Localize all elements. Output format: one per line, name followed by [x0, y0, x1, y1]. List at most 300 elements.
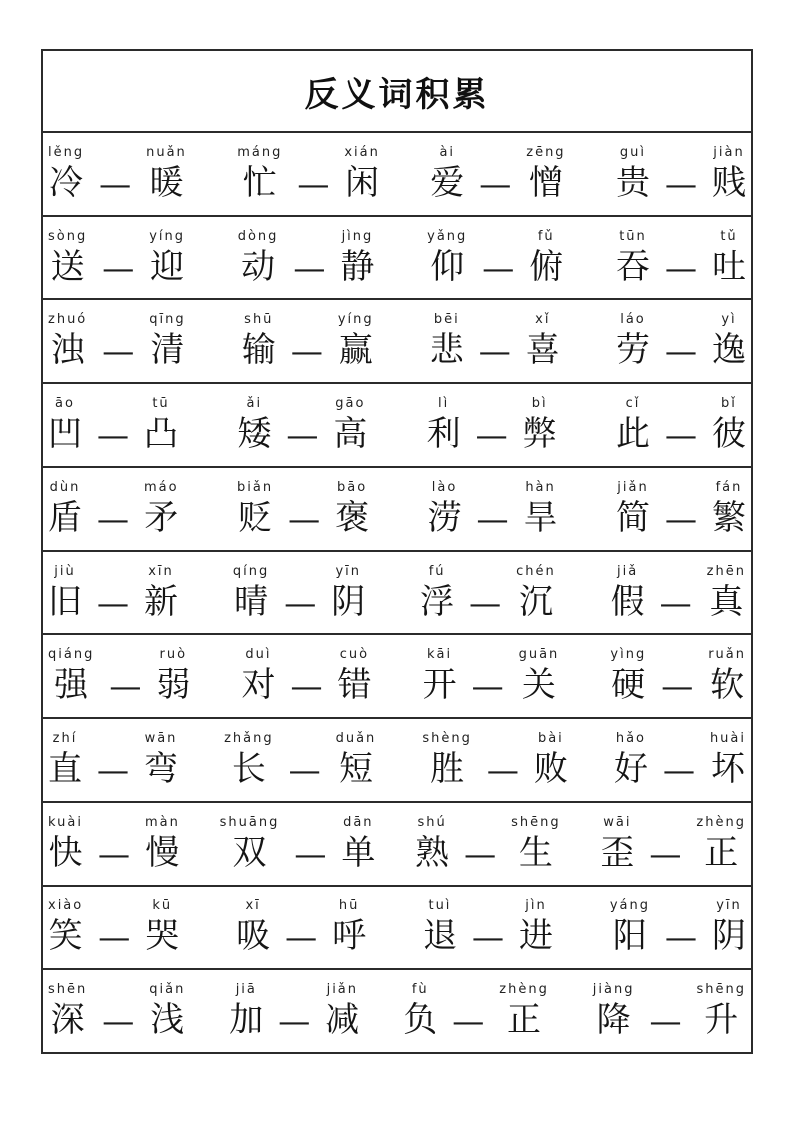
- hanzi-character: 褒: [335, 497, 370, 538]
- hanzi-character: 涝: [427, 497, 462, 538]
- hanzi-character: 浊: [50, 330, 85, 371]
- hanzi-character: 胜: [430, 749, 465, 789]
- pinyin-label: xī: [245, 898, 261, 914]
- antonym-row: [43, 970, 751, 1052]
- hanzi-character: 好: [613, 749, 648, 789]
- antonym-pair: [430, 144, 565, 204]
- character-block: [48, 144, 84, 204]
- character-block: [519, 897, 553, 957]
- character-block: [422, 730, 472, 790]
- character-block: [616, 144, 650, 204]
- character-block: [614, 730, 648, 790]
- pinyin-label: lì: [438, 396, 450, 412]
- hanzi-character: 简: [615, 497, 650, 538]
- antonym-row: [43, 217, 751, 301]
- antonym-pair: [48, 479, 179, 539]
- antonym-pair: [616, 395, 746, 455]
- pinyin-label: dòng: [237, 228, 279, 244]
- antonym-pair: [48, 730, 178, 790]
- character-block: [237, 144, 282, 204]
- pinyin-label: zhuó: [48, 312, 88, 328]
- character-block: [696, 814, 746, 874]
- character-block: [524, 479, 558, 539]
- pinyin-label: wān: [144, 731, 178, 746]
- antonym-pair: [48, 981, 185, 1041]
- character-block: [48, 981, 87, 1041]
- antonym-pair: [616, 479, 746, 539]
- antonym-pair: [233, 563, 365, 623]
- hanzi-character: 阴: [331, 581, 366, 622]
- character-block: [427, 228, 467, 288]
- pinyin-label: chén: [516, 563, 556, 579]
- dash-separator: —: [97, 751, 129, 789]
- hanzi-character: 盾: [48, 497, 82, 538]
- character-block: [48, 563, 82, 623]
- character-block: [241, 646, 275, 706]
- character-block: [229, 981, 263, 1041]
- antonym-pair: [614, 730, 746, 790]
- pinyin-label: āo: [55, 396, 75, 412]
- hanzi-character: 繁: [711, 497, 746, 538]
- character-block: [332, 897, 366, 957]
- hanzi-character: 仰: [430, 246, 465, 287]
- antonym-row: [43, 133, 751, 217]
- hanzi-character: 旧: [48, 581, 82, 622]
- hanzi-character: 静: [340, 246, 375, 287]
- character-block: [337, 646, 371, 706]
- character-block: [156, 646, 190, 706]
- character-block: [529, 228, 563, 288]
- pinyin-label: zhēn: [706, 563, 746, 579]
- character-block: [237, 395, 271, 455]
- hanzi-character: 哭: [145, 916, 180, 957]
- antonym-pair: [415, 814, 561, 874]
- hanzi-character: 矮: [237, 414, 272, 455]
- pinyin-label: màn: [144, 814, 180, 830]
- character-block: [610, 646, 646, 706]
- hanzi-character: 浅: [150, 1000, 185, 1041]
- antonym-pair: [48, 228, 185, 288]
- hanzi-character: 吐: [711, 246, 746, 287]
- hanzi-character: 赢: [338, 330, 373, 371]
- character-block: [336, 730, 377, 790]
- page-title: 反义词积累: [43, 51, 751, 133]
- character-block: [511, 814, 561, 874]
- hanzi-character: 迎: [150, 246, 185, 287]
- dash-separator: —: [285, 918, 318, 957]
- pinyin-label: jiǎn: [326, 982, 359, 998]
- character-block: [430, 144, 464, 204]
- pinyin-label: bì: [531, 396, 548, 412]
- pinyin-label: cǐ: [625, 396, 641, 412]
- pinyin-label: cuò: [339, 647, 370, 663]
- dash-separator: —: [482, 248, 515, 287]
- pinyin-label: sòng: [48, 228, 88, 244]
- hanzi-character: 暖: [149, 162, 184, 203]
- antonym-pair: [420, 563, 556, 623]
- character-block: [325, 981, 359, 1041]
- dash-separator: —: [649, 834, 682, 873]
- hanzi-character: 呼: [332, 916, 367, 957]
- dash-separator: —: [486, 751, 519, 789]
- pinyin-label: shū: [244, 312, 274, 328]
- antonym-pair: [616, 228, 746, 288]
- character-block: [220, 814, 280, 874]
- antonym-pair: [238, 228, 375, 288]
- character-block: [710, 730, 746, 790]
- dash-separator: —: [664, 248, 697, 287]
- hanzi-character: 降: [596, 1000, 631, 1041]
- pinyin-label: tūn: [619, 228, 647, 244]
- antonym-pair: [611, 563, 746, 623]
- hanzi-character: 单: [341, 832, 376, 873]
- dash-separator: —: [297, 164, 330, 203]
- pinyin-label: hàn: [525, 479, 556, 495]
- dash-separator: —: [664, 416, 697, 455]
- antonym-pair: [48, 814, 180, 874]
- hanzi-character: 弊: [522, 414, 557, 455]
- hanzi-character: 减: [325, 1000, 360, 1041]
- pinyin-label: tū: [152, 396, 170, 412]
- character-block: [708, 646, 746, 706]
- antonym-row: [43, 300, 751, 384]
- antonym-pair: [423, 646, 560, 706]
- hanzi-character: 假: [610, 581, 645, 622]
- hanzi-character: 利: [426, 414, 461, 455]
- hanzi-character: 升: [704, 1000, 739, 1041]
- character-block: [427, 395, 461, 455]
- dash-separator: —: [286, 416, 319, 455]
- hanzi-character: 弯: [144, 749, 178, 789]
- hanzi-character: 喜: [525, 330, 560, 371]
- antonym-pair: [236, 897, 366, 957]
- pinyin-label: fú: [428, 563, 446, 579]
- antonym-row: [43, 887, 751, 971]
- pinyin-label: kuài: [48, 814, 83, 830]
- antonym-pair: [237, 395, 367, 455]
- pinyin-label: ruǎn: [708, 647, 746, 663]
- pinyin-label: fán: [715, 479, 743, 495]
- hanzi-character: 快: [48, 832, 83, 873]
- pinyin-label: bēi: [433, 312, 460, 328]
- pinyin-label: huài: [709, 731, 746, 746]
- antonym-pair: [593, 981, 746, 1041]
- character-block: [145, 897, 179, 957]
- antonym-pair: [220, 814, 376, 874]
- pinyin-label: yíng: [149, 228, 186, 244]
- pinyin-label: láo: [620, 312, 646, 328]
- dash-separator: —: [293, 248, 326, 287]
- character-block: [48, 311, 87, 371]
- hanzi-character: 闲: [345, 162, 380, 203]
- character-block: [616, 395, 650, 455]
- hanzi-character: 清: [150, 330, 185, 371]
- character-block: [48, 646, 94, 706]
- character-block: [224, 730, 274, 790]
- pinyin-label: bài: [537, 731, 564, 746]
- hanzi-character: 直: [48, 749, 82, 789]
- hanzi-character: 熟: [415, 832, 450, 873]
- pinyin-label: shēng: [511, 814, 561, 830]
- pinyin-label: zēng: [526, 144, 566, 160]
- hanzi-character: 彼: [711, 414, 746, 455]
- pinyin-label: zhí: [52, 731, 78, 746]
- hanzi-character: 送: [50, 246, 85, 287]
- character-block: [48, 479, 82, 539]
- antonym-pair: [48, 395, 178, 455]
- character-block: [149, 311, 185, 371]
- antonym-pair: [428, 479, 558, 539]
- character-block: [48, 730, 82, 790]
- pinyin-label: dùn: [49, 479, 81, 495]
- hanzi-character: 憎: [528, 162, 563, 203]
- character-block: [616, 479, 650, 539]
- antonym-pair: [427, 395, 557, 455]
- pinyin-label: jiù: [54, 563, 76, 579]
- dash-separator: —: [476, 499, 509, 538]
- hanzi-character: 忙: [242, 162, 277, 203]
- hanzi-character: 悲: [429, 330, 464, 371]
- pinyin-label: shēn: [48, 982, 88, 998]
- hanzi-character: 坏: [710, 749, 745, 789]
- hanzi-character: 新: [144, 581, 178, 622]
- hanzi-character: 爱: [430, 162, 465, 203]
- dash-separator: —: [109, 667, 142, 706]
- dash-separator: —: [97, 834, 130, 873]
- hanzi-character: 劳: [615, 330, 650, 371]
- hanzi-character: 吸: [236, 916, 271, 957]
- character-block: [144, 563, 178, 623]
- pinyin-label: jiǎn: [617, 479, 649, 495]
- character-block: [712, 479, 746, 539]
- hanzi-character: 硬: [611, 665, 646, 706]
- dash-separator: —: [471, 918, 504, 957]
- character-block: [712, 395, 746, 455]
- character-block: [712, 311, 746, 371]
- character-block: [233, 563, 269, 623]
- antonym-pair: [48, 563, 178, 623]
- pinyin-label: duì: [245, 647, 272, 663]
- pinyin-label: yáng: [609, 898, 650, 914]
- character-block: [335, 479, 369, 539]
- hanzi-character: 逸: [711, 330, 746, 371]
- character-block: [149, 981, 185, 1041]
- pinyin-label: guì: [619, 144, 647, 160]
- character-block: [48, 897, 83, 957]
- pinyin-label: xǐ: [535, 312, 551, 328]
- dash-separator: —: [288, 751, 321, 789]
- antonym-worksheet: [41, 49, 753, 1054]
- character-block: [242, 311, 276, 371]
- antonym-pair: [600, 814, 746, 874]
- pinyin-label: tuì: [428, 898, 452, 914]
- antonym-pair: [237, 479, 369, 539]
- pinyin-label: jiàng: [592, 982, 635, 998]
- antonym-row: [43, 803, 751, 887]
- pinyin-label: ruò: [159, 647, 188, 663]
- dash-separator: —: [98, 918, 131, 957]
- pinyin-label: yíng: [337, 312, 374, 328]
- character-block: [333, 395, 367, 455]
- dash-separator: —: [290, 667, 323, 706]
- character-block: [519, 646, 560, 706]
- dash-separator: —: [97, 416, 129, 455]
- dash-separator: —: [97, 583, 129, 622]
- character-block: [600, 814, 634, 874]
- character-block: [144, 395, 178, 455]
- hanzi-character: 阳: [612, 916, 647, 957]
- antonym-pair: [427, 228, 563, 288]
- character-block: [712, 897, 746, 957]
- hanzi-character: 旱: [523, 497, 558, 538]
- hanzi-character: 败: [533, 749, 568, 789]
- hanzi-character: 双: [232, 832, 267, 873]
- pinyin-label: zhèng: [696, 814, 746, 830]
- dash-separator: —: [662, 751, 695, 789]
- character-block: [707, 563, 746, 623]
- pinyin-label: yìng: [610, 647, 647, 663]
- hanzi-character: 沉: [518, 581, 553, 622]
- character-block: [341, 814, 375, 874]
- character-block: [238, 228, 279, 288]
- hanzi-character: 加: [229, 1000, 264, 1041]
- character-block: [423, 646, 457, 706]
- character-block: [534, 730, 568, 790]
- antonym-pair: [224, 730, 376, 790]
- character-block: [236, 897, 270, 957]
- hanzi-character: 吞: [615, 246, 650, 287]
- hanzi-character: 进: [518, 916, 553, 957]
- dash-separator: —: [664, 499, 697, 538]
- character-block: [499, 981, 549, 1041]
- pinyin-label: jiǎ: [617, 563, 639, 579]
- character-block: [415, 814, 449, 874]
- pinyin-label: qīng: [149, 312, 186, 328]
- pinyin-label: qíng: [232, 563, 270, 579]
- hanzi-character: 贱: [711, 162, 746, 203]
- hanzi-character: 输: [241, 330, 276, 371]
- character-block: [593, 981, 635, 1041]
- hanzi-character: 矛: [144, 497, 179, 538]
- character-block: [237, 479, 273, 539]
- antonym-row: [43, 468, 751, 552]
- hanzi-character: 退: [422, 916, 457, 957]
- dash-separator: —: [464, 834, 497, 873]
- pinyin-label: shēng: [696, 982, 746, 998]
- character-block: [696, 981, 746, 1041]
- dash-separator: —: [664, 332, 697, 371]
- dash-separator: —: [664, 164, 697, 203]
- character-block: [338, 311, 374, 371]
- character-block: [403, 981, 437, 1041]
- character-block: [616, 311, 650, 371]
- dash-separator: —: [284, 583, 317, 622]
- pinyin-label: dān: [343, 814, 374, 830]
- dash-separator: —: [478, 332, 511, 371]
- antonym-pair: [237, 144, 380, 204]
- character-block: [523, 395, 557, 455]
- dash-separator: —: [97, 499, 129, 538]
- pinyin-label: jìn: [525, 898, 547, 914]
- dash-separator: —: [102, 248, 135, 287]
- character-block: [420, 563, 454, 623]
- pinyin-label: zhèng: [499, 982, 549, 998]
- pinyin-label: xīn: [148, 563, 174, 579]
- dash-separator: —: [469, 583, 502, 622]
- antonym-row: [43, 552, 751, 636]
- pinyin-label: jiā: [235, 982, 257, 998]
- pinyin-label: lào: [431, 479, 458, 495]
- hanzi-character: 正: [704, 832, 739, 873]
- antonym-pair: [241, 646, 371, 706]
- pinyin-label: kāi: [427, 647, 453, 663]
- character-block: [610, 897, 650, 957]
- dash-separator: —: [471, 667, 504, 706]
- pinyin-label: yǎng: [427, 228, 468, 244]
- hanzi-character: 弱: [156, 665, 191, 706]
- character-block: [48, 814, 83, 874]
- antonym-rows: [43, 133, 751, 1052]
- hanzi-character: 错: [337, 665, 372, 706]
- hanzi-character: 贵: [615, 162, 650, 203]
- character-block: [611, 563, 645, 623]
- hanzi-character: 冷: [49, 162, 84, 203]
- pinyin-label: tǔ: [720, 228, 738, 244]
- pinyin-label: yì: [721, 312, 737, 328]
- dash-separator: —: [659, 583, 692, 622]
- character-block: [145, 814, 180, 874]
- character-block: [48, 228, 87, 288]
- antonym-pair: [616, 144, 746, 204]
- pinyin-label: jiàn: [713, 144, 745, 160]
- antonym-row: [43, 635, 751, 719]
- dash-separator: —: [278, 1002, 311, 1041]
- character-block: [149, 228, 185, 288]
- hanzi-character: 凸: [144, 414, 178, 455]
- character-block: [144, 730, 178, 790]
- hanzi-character: 贬: [238, 497, 273, 538]
- hanzi-character: 动: [241, 246, 276, 287]
- dash-separator: —: [649, 1002, 682, 1041]
- antonym-pair: [403, 981, 549, 1041]
- antonym-pair: [616, 311, 746, 371]
- pinyin-label: duǎn: [335, 731, 377, 746]
- hanzi-character: 开: [422, 665, 457, 706]
- pinyin-label: qiǎn: [149, 982, 186, 998]
- character-block: [516, 563, 556, 623]
- dash-separator: —: [664, 918, 697, 957]
- pinyin-label: ài: [439, 144, 456, 160]
- hanzi-character: 生: [518, 832, 553, 873]
- pinyin-label: xiào: [48, 898, 84, 914]
- antonym-pair: [430, 311, 560, 371]
- antonym-pair: [610, 897, 746, 957]
- character-block: [146, 144, 187, 204]
- hanzi-character: 深: [50, 1000, 85, 1041]
- pinyin-label: ǎi: [246, 396, 263, 412]
- hanzi-character: 关: [521, 665, 556, 706]
- hanzi-character: 慢: [145, 832, 180, 873]
- hanzi-character: 长: [231, 749, 266, 789]
- character-block: [344, 144, 380, 204]
- pinyin-label: zhǎng: [224, 731, 274, 746]
- antonym-pair: [610, 646, 746, 706]
- hanzi-character: 对: [241, 665, 276, 706]
- hanzi-character: 阴: [711, 916, 746, 957]
- antonym-pair: [48, 144, 187, 204]
- hanzi-character: 强: [54, 665, 89, 706]
- character-block: [712, 144, 746, 204]
